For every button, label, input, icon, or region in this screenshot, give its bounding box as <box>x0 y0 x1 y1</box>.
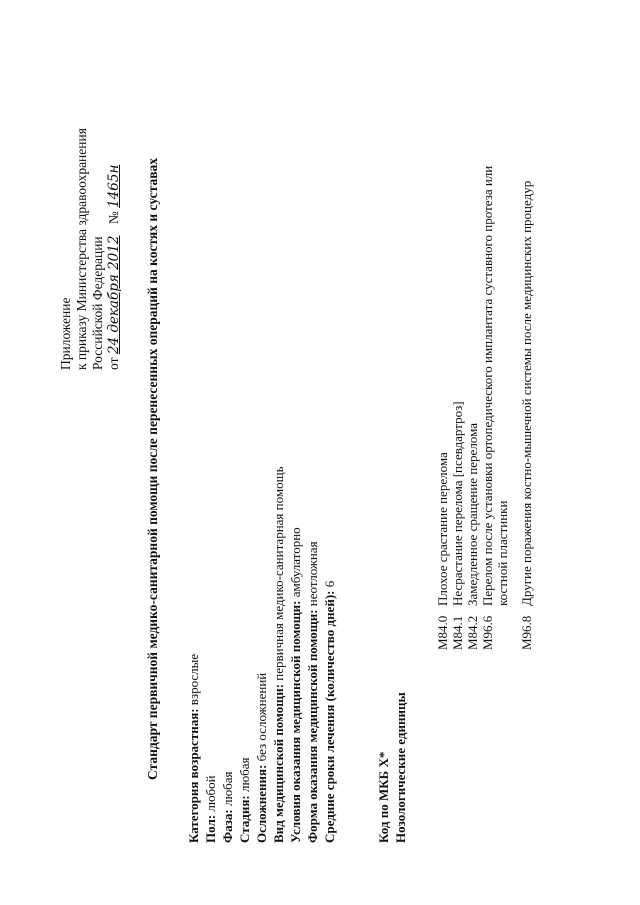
appendix-line-3: Российской Федерации <box>90 236 105 370</box>
param-care-conditions: Условия оказания медицинской помощи: амбулаторно <box>288 527 303 843</box>
param-age: Категория возрастная: взрослые <box>186 653 201 843</box>
param-care-form: Форма оказания медицинской помощи: неотложная <box>305 541 320 843</box>
icd-description: Плохое срастание перелома <box>435 452 450 606</box>
list-item <box>519 90 534 650</box>
icd-description: Замедленное сращение перелома <box>465 423 480 606</box>
list-item <box>435 90 450 650</box>
param-phase: Фаза: любая <box>220 771 235 843</box>
param-care-type: Вид медицинской помощи: первичная медико-санитарная помощь <box>271 466 286 843</box>
param-sex: Пол: любой <box>203 775 218 843</box>
icd-code: M84.1 <box>450 615 465 650</box>
icd-code: M96.8 <box>519 615 534 650</box>
icd-code: M84.0 <box>435 615 450 650</box>
param-duration: Средние сроки лечения (количество дней): 6 <box>322 580 337 843</box>
list-item <box>465 90 480 650</box>
icd-description: Несрастание перелома [псевдартроз] <box>450 401 465 606</box>
mkb-code-label: Код по МКБ X* <box>376 751 391 843</box>
param-stage: Стадия: любая <box>237 757 252 843</box>
number-prefix: № <box>106 211 121 225</box>
parameters-list <box>185 466 338 843</box>
list-item <box>480 90 510 650</box>
icd-description: Другие поражения костно-мышечной системы после медицинских процедур <box>519 180 534 606</box>
appendix-date-line <box>106 128 122 370</box>
date-prefix: от <box>106 357 121 370</box>
appendix-line-1: Приложение <box>58 297 73 370</box>
list-item <box>450 90 465 650</box>
appendix-line-2: к приказу Министерства здравоохранения <box>74 128 89 370</box>
icd-description: Перелом после установки ортопедического имплантата суставного протеза или костной пластинки <box>480 165 510 606</box>
nosology-label: Нозологические единицы <box>393 692 408 843</box>
icd-code: M84.2 <box>465 615 480 650</box>
mkb-entries <box>435 90 545 650</box>
mkb-headings <box>375 692 409 843</box>
icd-code: M96.6 <box>480 615 495 650</box>
page-title: Стандарт первичной медико-санитарной помощи после перенесенных операций на костях и суставах <box>145 158 160 780</box>
handwritten-number: 1465н <box>106 164 122 208</box>
appendix-block <box>58 128 122 370</box>
handwritten-date: 24 декабря 2012 <box>106 235 122 355</box>
param-complications: Осложнения: без осложнений <box>254 672 269 843</box>
